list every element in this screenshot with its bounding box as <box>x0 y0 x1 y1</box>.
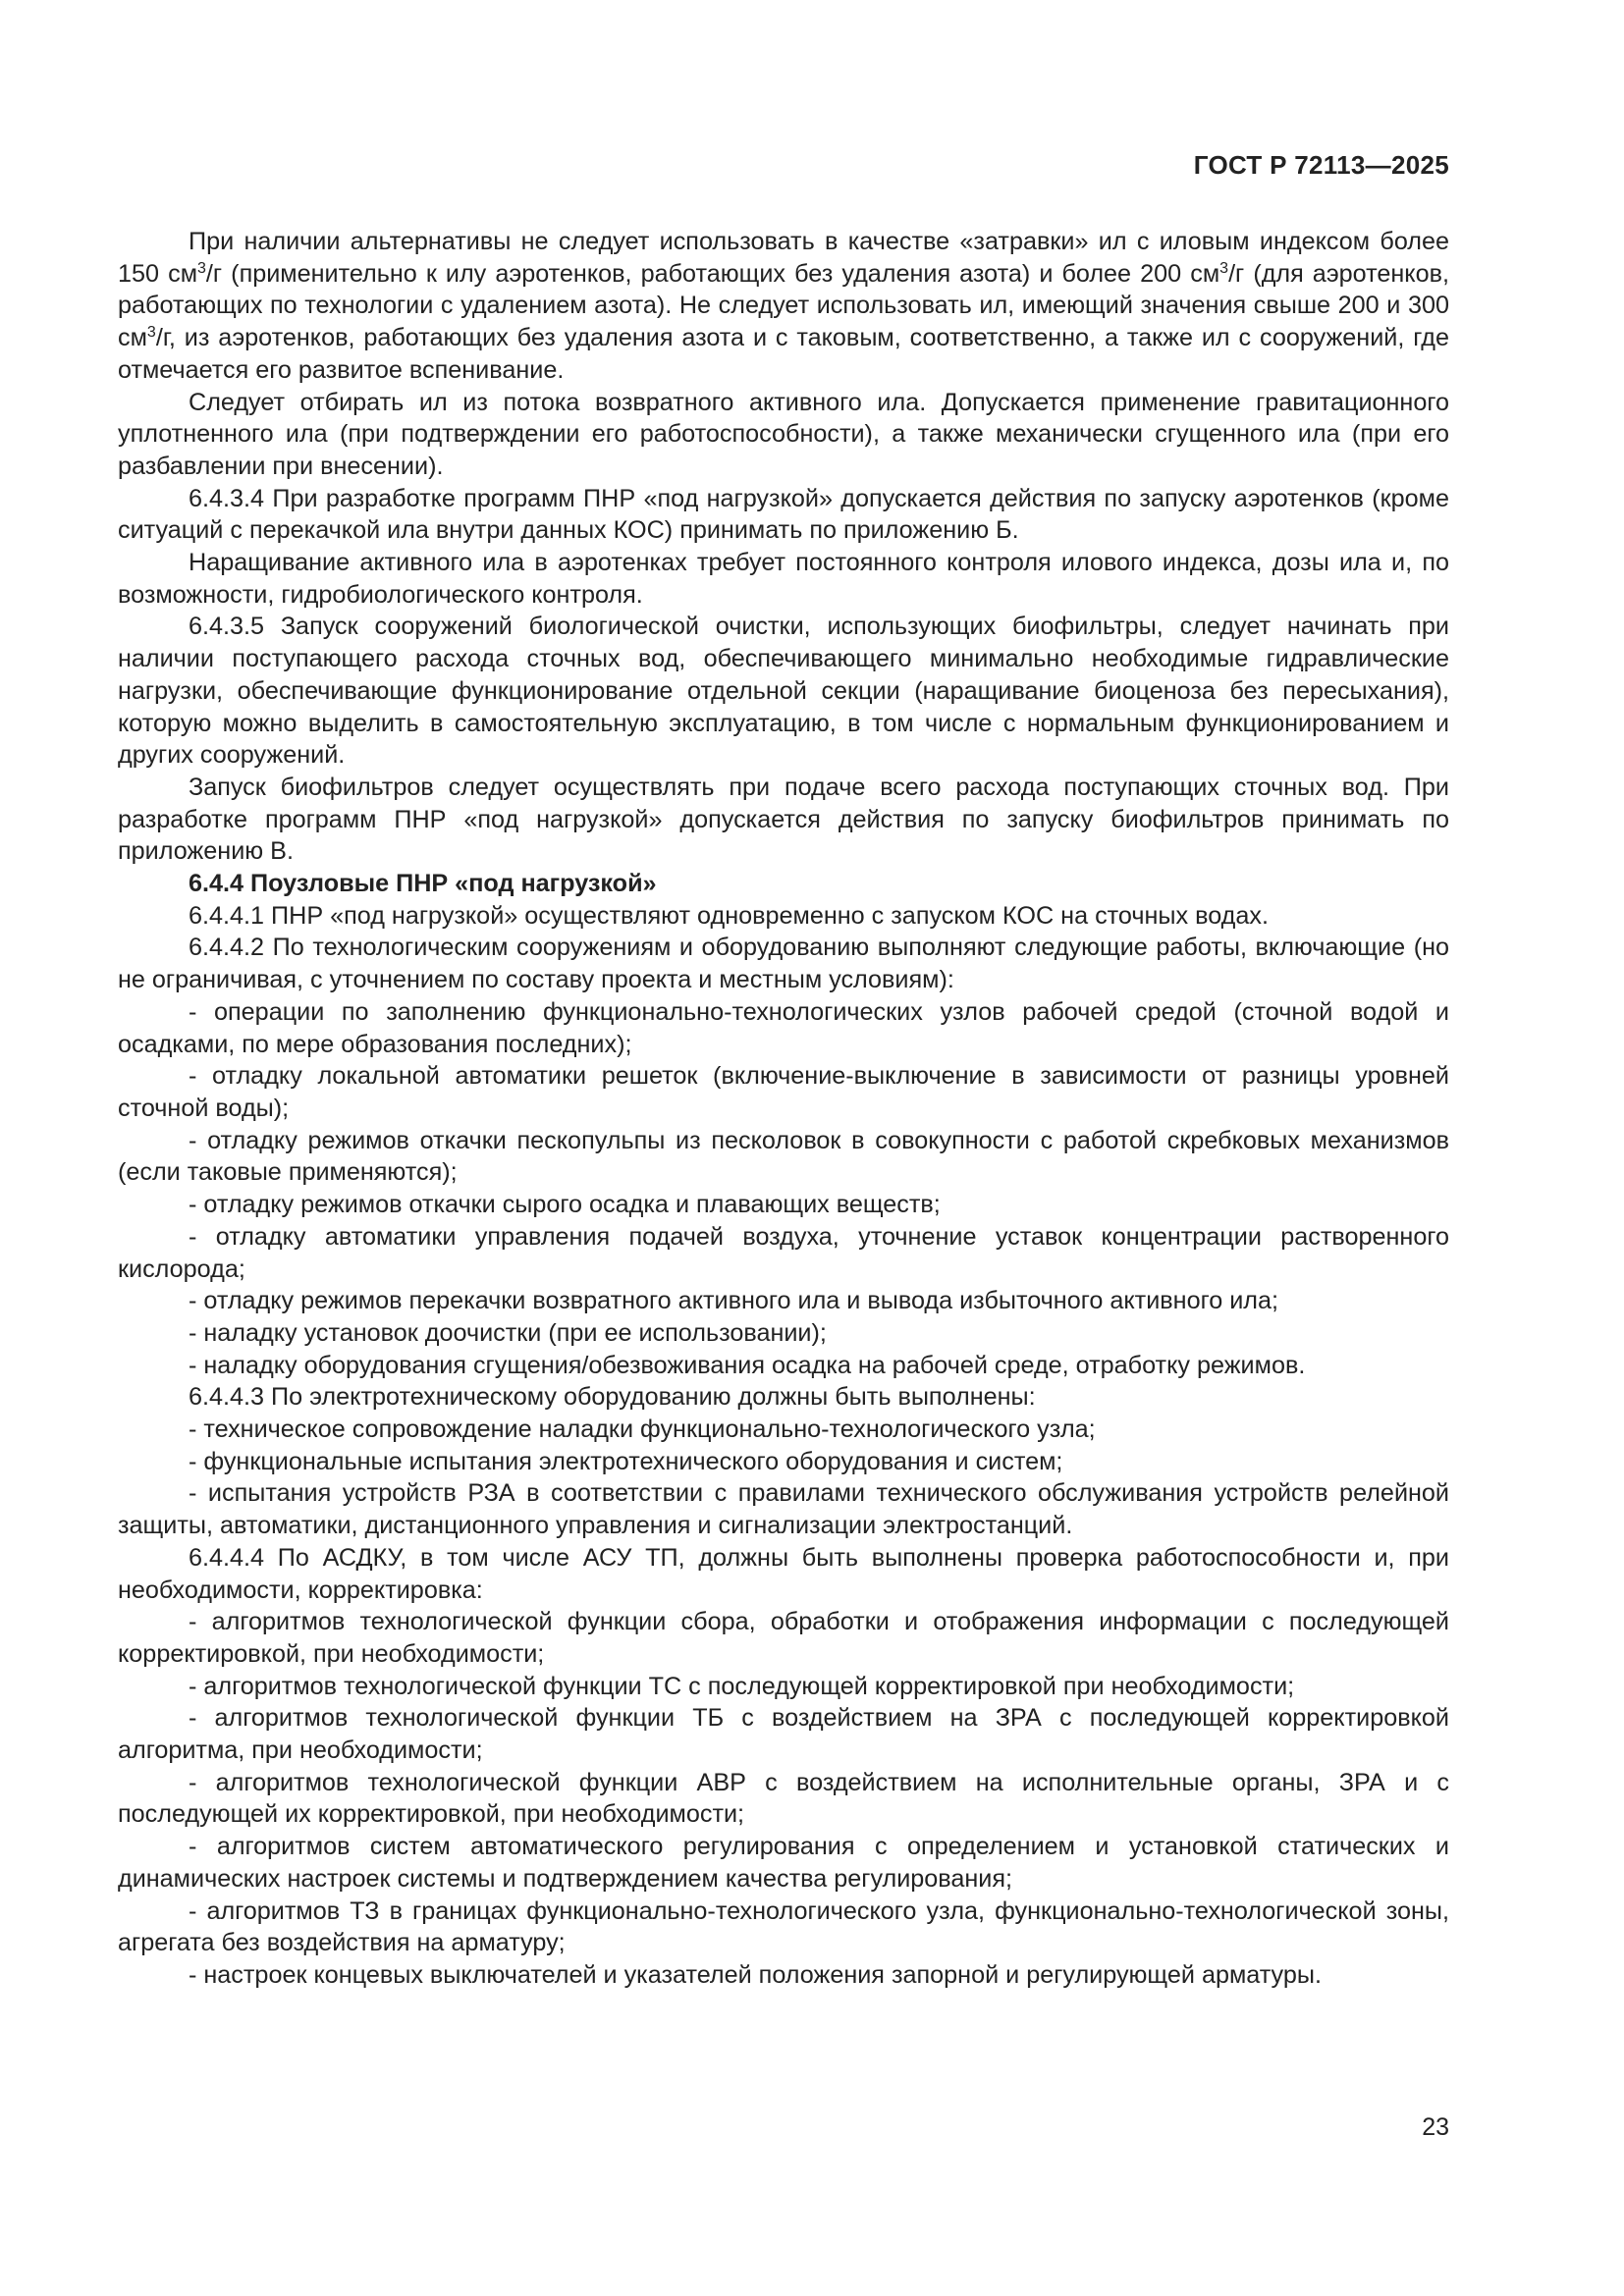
paragraph: 6.4.4.3 По электротехническому оборудованию должны быть выполнены: <box>189 1383 1036 1412</box>
paragraph: Наращивание активного ила в аэротенках требует постоянного контроля илового индекса, дозы ила и, по возможности, гидробиологического контроля. <box>118 549 1449 609</box>
paragraph: 6.4.4.4 По АСДКУ, в том числе АСУ ТП, должны быть выполнены проверка работоспособности и, при необходимости, корректировка: <box>118 1543 1449 1604</box>
list-item: - отладку локальной автоматики решеток (включение-выключение в зависимости от разницы уровней сточной воды); <box>118 1062 1449 1122</box>
list-item: - функциональные испытания электротехнического оборудования и систем; <box>189 1447 1063 1475</box>
paragraph: 6.4.3.4 При разработке программ ПНР «под нагрузкой» допускается действия по запуску аэротенков (кроме ситуаций с перекачкой ила внутри данных КОС) принимать по приложению Б. <box>118 484 1449 545</box>
paragraph: Запуск биофильтров следует осуществлять при подаче всего расхода поступающих сточных вод. При разработке программ ПНР «под нагрузкой» допускается действия по запуску биофильтров принимать по приложению В. <box>118 773 1449 866</box>
superscript: 3 <box>197 259 206 277</box>
list-item: - алгоритмов технологической функции сбора, обработки и отображения информации с последующей корректировкой, при необходимости; <box>118 1608 1449 1668</box>
paragraph: 6.4.3.5 Запуск сооружений биологической очистки, использующих биофильтры, следует начинать при наличии поступающего расхода сточных вод, обеспечивающего минимально необходимые гидравлические нагрузки, обеспечивающие функционирование отдельной секции (наращивание биоценоза без пересыхания), которую можно выделить в самостоятельную эксплуатацию, в том числе с нормальным функционированием и других сооружений. <box>118 613 1449 770</box>
list-item: - алгоритмов технологической функции ТБ с воздействием на ЗРА с последующей корректировкой алгоритма, при необходимости; <box>118 1704 1449 1765</box>
page-number: 23 <box>1422 2113 1449 2141</box>
list-item: - испытания устройств РЗА в соответствии с правилами технического обслуживания устройств релейной защиты, автоматики, дистанционного управления и сигнализации электростанций. <box>118 1479 1449 1540</box>
document-body <box>118 226 1449 1992</box>
list-item: - отладку автоматики управления подачей воздуха, уточнение уставок концентрации растворенного кислорода; <box>118 1222 1449 1283</box>
text-span: /г, из аэротенков, работающих без удаления азота и с таковым, соответственно, а также ил с сооружений, где отмечается его развитое вспенивание. <box>118 324 1449 384</box>
superscript: 3 <box>146 324 156 342</box>
list-item: - операции по заполнению функционально-технологических узлов рабочей средой (сточной водой и осадками, по мере образования последних); <box>118 997 1449 1058</box>
list-item: - алгоритмов технологической функции ТС с последующей корректировкой при необходимости; <box>189 1672 1295 1700</box>
list-item: - отладку режимов перекачки возвратного активного ила и вывода избыточного активного ила; <box>189 1287 1278 1315</box>
paragraph: 6.4.4.1 ПНР «под нагрузкой» осуществляют одновременно с запуском КОС на сточных водах. <box>189 901 1269 930</box>
superscript: 3 <box>1219 259 1229 277</box>
text-span: При наличии альтернативы не следует использовать в качестве «затравки» ил с иловым индексом более 150 см <box>118 228 1449 288</box>
paragraph: Следует отбирать ил из потока возвратного активного ила. Допускается применение гравитационного уплотненного ила (при подтверждении его работоспособности), а также механически сгущенного ила (при его разбавлении при внесении). <box>118 388 1449 480</box>
document-code: ГОСТ Р 72113—2025 <box>1193 150 1449 180</box>
section-heading: 6.4.4 Поузловые ПНР «под нагрузкой» <box>189 870 657 898</box>
list-item: - настроек концевых выключателей и указателей положения запорной и регулирующей арматуры. <box>189 1960 1322 1989</box>
list-item: - алгоритмов систем автоматического регулирования с определением и установкой статических и динамических настроек системы и подтверждением качества регулирования; <box>118 1833 1449 1893</box>
list-item: - отладку режимов откачки пескопульпы из песколовок в совокупности с работой скребковых механизмов (если таковые применяются); <box>118 1126 1449 1187</box>
text-span: /г (применительно к илу аэротенков, работающих без удаления азота) и более 200 см <box>205 259 1220 288</box>
list-item: - наладку установок доочистки (при ее использовании); <box>189 1318 827 1347</box>
text-span: /г (для аэротенков, работающих по технологии с удалением азота). Не следует использовать ил, имеющий значения свыше 200 и 300 см <box>118 259 1449 352</box>
list-item: - алгоритмов технологической функции АВР с воздействием на исполнительные органы, ЗРА и с последующей их корректировкой, при необходимости; <box>118 1768 1449 1829</box>
list-item: - техническое сопровождение наладки функционально-технологического узла; <box>189 1415 1096 1444</box>
paragraph <box>118 226 1449 387</box>
paragraph: 6.4.4.2 По технологическим сооружениям и оборудованию выполняют следующие работы, включающие (но не ограничивая, с уточнением по составу проекта и местным условиям): <box>118 934 1449 994</box>
list-item: - наладку оборудования сгущения/обезвоживания осадка на рабочей среде, отработку режимов. <box>189 1351 1306 1379</box>
list-item: - алгоритмов ТЗ в границах функционально-технологического узла, функционально-технологической зоны, агрегата без воздействия на арматуру; <box>118 1896 1449 1957</box>
list-item: - отладку режимов откачки сырого осадка и плавающих веществ; <box>189 1191 941 1219</box>
